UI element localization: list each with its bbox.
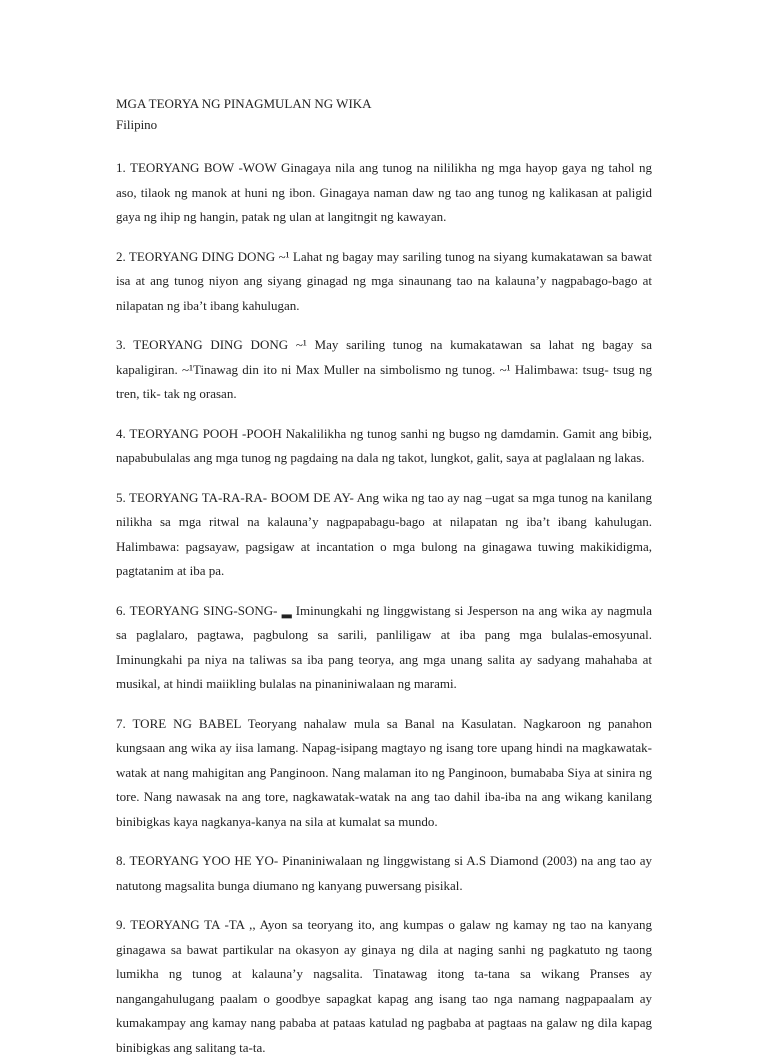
paragraph-sing-song: 6. TEORYANG SING-SONG- ▂ Iminungkahi ng linggwistang si Jesperson na ang wika ay nagmula sa paglalaro, pagtawa, pagbulong sa sarili, panliligaw at iba pang mga bulalas-emosyunal. Iminungkahi pa niya na taliwas sa iba pang teorya, ang mga unang salita ay sadyang mahahaba at musikal, at hindi maiikling bulalas na pinaniniwalaan ng marami. xyxy=(116,602,652,691)
paragraph-ta-ra-ra-boom-de-ay: 5. TEORYANG TA-RA-RA- BOOM DE AY- Ang wika ng tao ay nag –ugat sa mga tunog na kanilang nilikha sa mga ritwal na kalauna’y nagpapabagu-bago at nilapatan ng iba’t ibang kahulugan. Halimbawa: pagsayaw, pagsigaw at incantation o mga bulong na ginagawa tuwing makikidigma, pagtatanim at iba pa. xyxy=(116,489,652,578)
paragraph-ta-ta: 9. TEORYANG TA -TA ,, Ayon sa teoryang ito, ang kumpas o galaw ng kamay ng tao na kanyang ginagawa sa bawat partikular na okasyon ay ginaya ng dila at naging sanhi ng pagkatuto ng taong lumikha ng tunog at kalauna’y nagsalita. Tinatawag itong ta-tana sa wikang Pranses ay nangangahulugang paalam o goodbye sapagkat kapag ang isang tao nga namang nagpapaalam ay kumakampay ang kamay nang pababa at pataas katulad ng pagbaba at pagtaas na galaw ng dila kapag binibigkas ang salitang ta-ta. xyxy=(116,917,652,1055)
paragraph-tore-ng-babel: 7. TORE NG BABEL Teoryang nahalaw mula sa Banal na Kasulatan. Nagkaroon ng panahon kungsaan ang wika ay iisa lamang. Napag-isipang magtayo ng isang tore upang hindi na magkawatak-watak at nang mahigitan ang Panginoon. Nang malaman ito ng Panginoon, bumababa Siya at sinira ng tore. Nang nawasak na ang tore, nagkawatak-watak na ang tao dahil iba-iba na ang wikang kanilang binibigkas kaya nagkanya-kanya na sila at kumalat sa mundo. xyxy=(116,715,652,829)
paragraph-ding-dong-1: 2. TEORYANG DING DONG ~¹ Lahat ng bagay may sariling tunog na siyang kumakatawan sa bawat isa at ang tunog niyon ang siyang ginagad ng mga sinaunang tao na kalauna’y nagpabago-bago at nilapatan ng iba’t ibang kahulugan. xyxy=(116,248,652,313)
paragraph-ding-dong-2: 3. TEORYANG DING DONG ~¹ May sariling tunog na kumakatawan sa lahat ng bagay sa kapaligiran. ~¹Tinawag din ito ni Max Muller na simbolismo ng tunog. ~¹ Halimbawa: tsug- tsug ng tren, tik- tak ng orasan. xyxy=(116,337,652,401)
paragraph-pooh-pooh: 4. TEORYANG POOH -POOH Nakalilikha ng tunog sanhi ng bugso ng damdamin. Gamit ang bibig, napabubulalas ang mga tunog ng pagdaing na dala ng takot, lungkot, galit, saya at paglalaan ng lakas. xyxy=(116,425,652,465)
document-subtitle: Filipino xyxy=(116,117,158,132)
paragraph-yoo-he-yo: 8. TEORYANG YOO HE YO- Pinaniniwalaan ng linggwistang si A.S Diamond (2003) na ang tao ay natutong magsalita bunga diumano ng kanyang puwersang pisikal. xyxy=(116,853,652,893)
document-title: MGA TEORYA NG PINAGMULAN NG WIKA xyxy=(116,96,372,111)
paragraph-bow-wow: 1. TEORYANG BOW -WOW Ginagaya nila ang tunog na nililikha ng mga hayop gaya ng tahol ng aso, tilaok ng manok at huni ng ibon. Ginagaya naman daw ng tao ang tunog ng kalikasan at paligid gaya ng ihip ng hangin, patak ng ulan at langitngit ng kawayan. xyxy=(116,160,652,224)
